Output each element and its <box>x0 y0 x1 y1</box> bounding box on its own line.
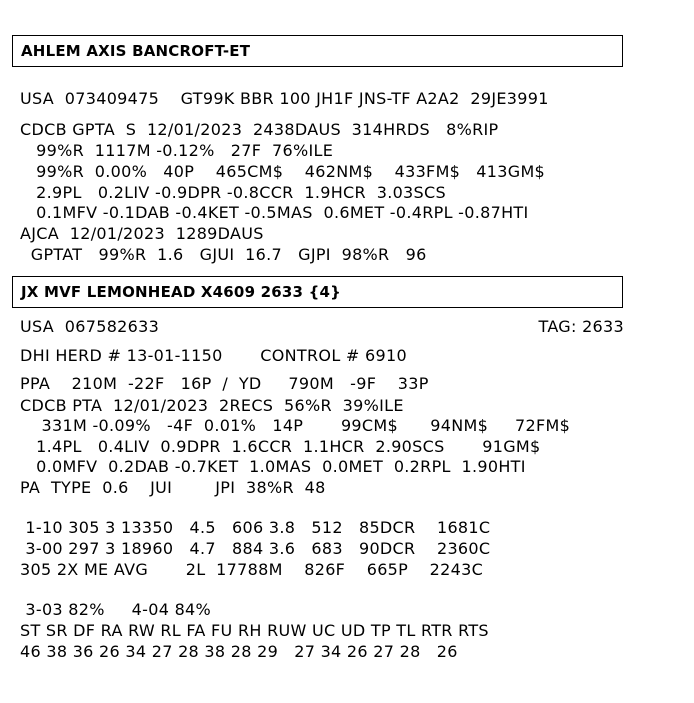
s2-line-cdcb-pta: CDCB PTA 12/01/2023 2RECS 56%R 39%ILE <box>20 396 404 415</box>
s1-line-registration: USA 073409475 GT99K BBR 100 JH1F JNS-TF A2A2 29JE3991 <box>20 89 549 108</box>
s1-line-gptat: GPTAT 99%R 1.6 GJUI 16.7 GJPI 98%R 96 <box>20 245 427 264</box>
s2-tag: TAG: 2633 <box>538 317 624 336</box>
s1-line-health: 2.9PL 0.2LIV -0.9DPR -0.8CCR 1.9HCR 3.03SCS <box>20 183 446 202</box>
section2-header-box <box>12 276 623 308</box>
s2-line-health: 1.4PL 0.4LIV 0.9DPR 1.6CCR 1.1HCR 2.90SCS 91GM$ <box>20 437 541 456</box>
s1-line-protein: 99%R 0.00% 40P 465CM$ 462NM$ 433FM$ 413GM$ <box>20 162 546 181</box>
s2-line-registration: USA 067582633 <box>20 317 160 336</box>
s2-line-health2: 0.0MFV 0.2DAB -0.7KET 1.0MAS 0.0MET 0.2RPL 1.90HTI <box>20 457 526 476</box>
s2-line-lactation2: 3-00 297 3 18960 4.7 884 3.6 683 90DCR 2360C <box>20 539 491 558</box>
s2-line-milk: 331M -0.09% -4F 0.01% 14P 99CM$ 94NM$ 72FM$ <box>20 416 571 435</box>
s1-line-ajca: AJCA 12/01/2023 1289DAUS <box>20 224 264 243</box>
s2-line-trait-headers: ST SR DF RA RW RL FA FU RH RUW UC UD TP TL RTR RTS <box>20 621 489 640</box>
s1-line-cdcb-gpta: CDCB GPTA S 12/01/2023 2438DAUS 314HRDS 8%RIP <box>20 120 499 139</box>
s2-line-ppa: PPA 210M -22F 16P / YD 790M -9F 33P <box>20 374 429 393</box>
section1-title: AHLEM AXIS BANCROFT-ET <box>21 42 251 60</box>
s1-line-milk: 99%R 1117M -0.12% 27F 76%ILE <box>20 141 334 160</box>
section1-header-box <box>12 35 623 67</box>
s2-line-type: PA TYPE 0.6 JUI JPI 38%R 48 <box>20 478 326 497</box>
section2-title: JX MVF LEMONHEAD X4609 2633 {4} <box>21 283 341 301</box>
s2-line-classification: 3-03 82% 4-04 84% <box>20 600 212 619</box>
s2-line-average: 305 2X ME AVG 2L 17788M 826F 665P 2243C <box>20 560 484 579</box>
s2-line-trait-scores: 46 38 36 26 34 27 28 38 28 29 27 34 26 27 28 26 <box>20 642 458 661</box>
s2-line-lactation1: 1-10 305 3 13350 4.5 606 3.8 512 85DCR 1681C <box>20 518 491 537</box>
s2-line-herd: DHI HERD # 13-01-1150 CONTROL # 6910 <box>20 346 407 365</box>
s1-line-health2: 0.1MFV -0.1DAB -0.4KET -0.5MAS 0.6MET -0.4RPL -0.87HTI <box>20 203 529 222</box>
